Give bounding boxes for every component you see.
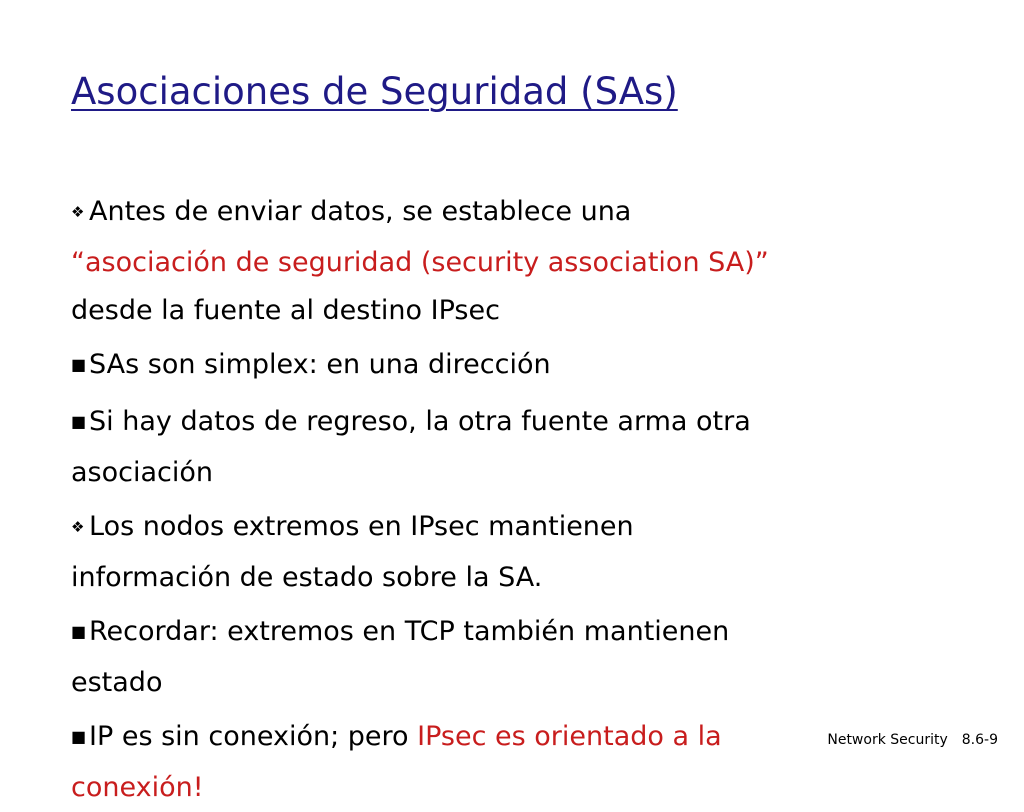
bullet-text: información de estado sobre la SA.: [71, 562, 543, 593]
bullet-text: Los nodos extremos en IPsec mantienen: [89, 511, 634, 542]
diamond-bullet-icon: ❖: [71, 518, 85, 536]
square-bullet-icon: ■: [71, 727, 87, 746]
diamond-bullet-icon: ❖: [71, 203, 85, 221]
footer-page-number: 8.6-9: [961, 732, 998, 748]
slide-title: Asociaciones de Seguridad (SAs): [71, 70, 678, 113]
bullet-text: asociación: [71, 457, 214, 488]
bullet-item-5: [71, 608, 971, 707]
bullet-text: SAs son simplex: en una dirección: [89, 349, 551, 380]
bullet-item-2: [71, 341, 971, 392]
bullet-text-highlight: IPsec es orientado a la: [417, 721, 722, 752]
footer-section: Network Security: [827, 732, 948, 748]
bullet-item-4: [71, 503, 971, 602]
bullet-text-highlight: “asociación de seguridad (security association SA)”: [71, 247, 769, 278]
bullet-item-1: [71, 188, 971, 335]
bullet-text: Antes de enviar datos, se establece una: [89, 196, 632, 227]
square-bullet-icon: ■: [71, 355, 87, 374]
bullet-item-3: [71, 398, 971, 497]
bullet-text: IP es sin conexión; pero: [89, 721, 418, 752]
bullet-item-6: [71, 713, 971, 812]
square-bullet-icon: ■: [71, 622, 87, 641]
bullet-text: estado: [71, 667, 163, 698]
bullet-list: [71, 188, 971, 812]
bullet-text: desde la fuente al destino IPsec: [71, 295, 500, 326]
bullet-text: Recordar: extremos en TCP también mantienen: [89, 616, 730, 647]
bullet-text-highlight: conexión!: [71, 772, 204, 803]
square-bullet-icon: ■: [71, 412, 87, 431]
bullet-text: Si hay datos de regreso, la otra fuente arma otra: [89, 406, 751, 437]
slide-footer: [827, 730, 998, 750]
